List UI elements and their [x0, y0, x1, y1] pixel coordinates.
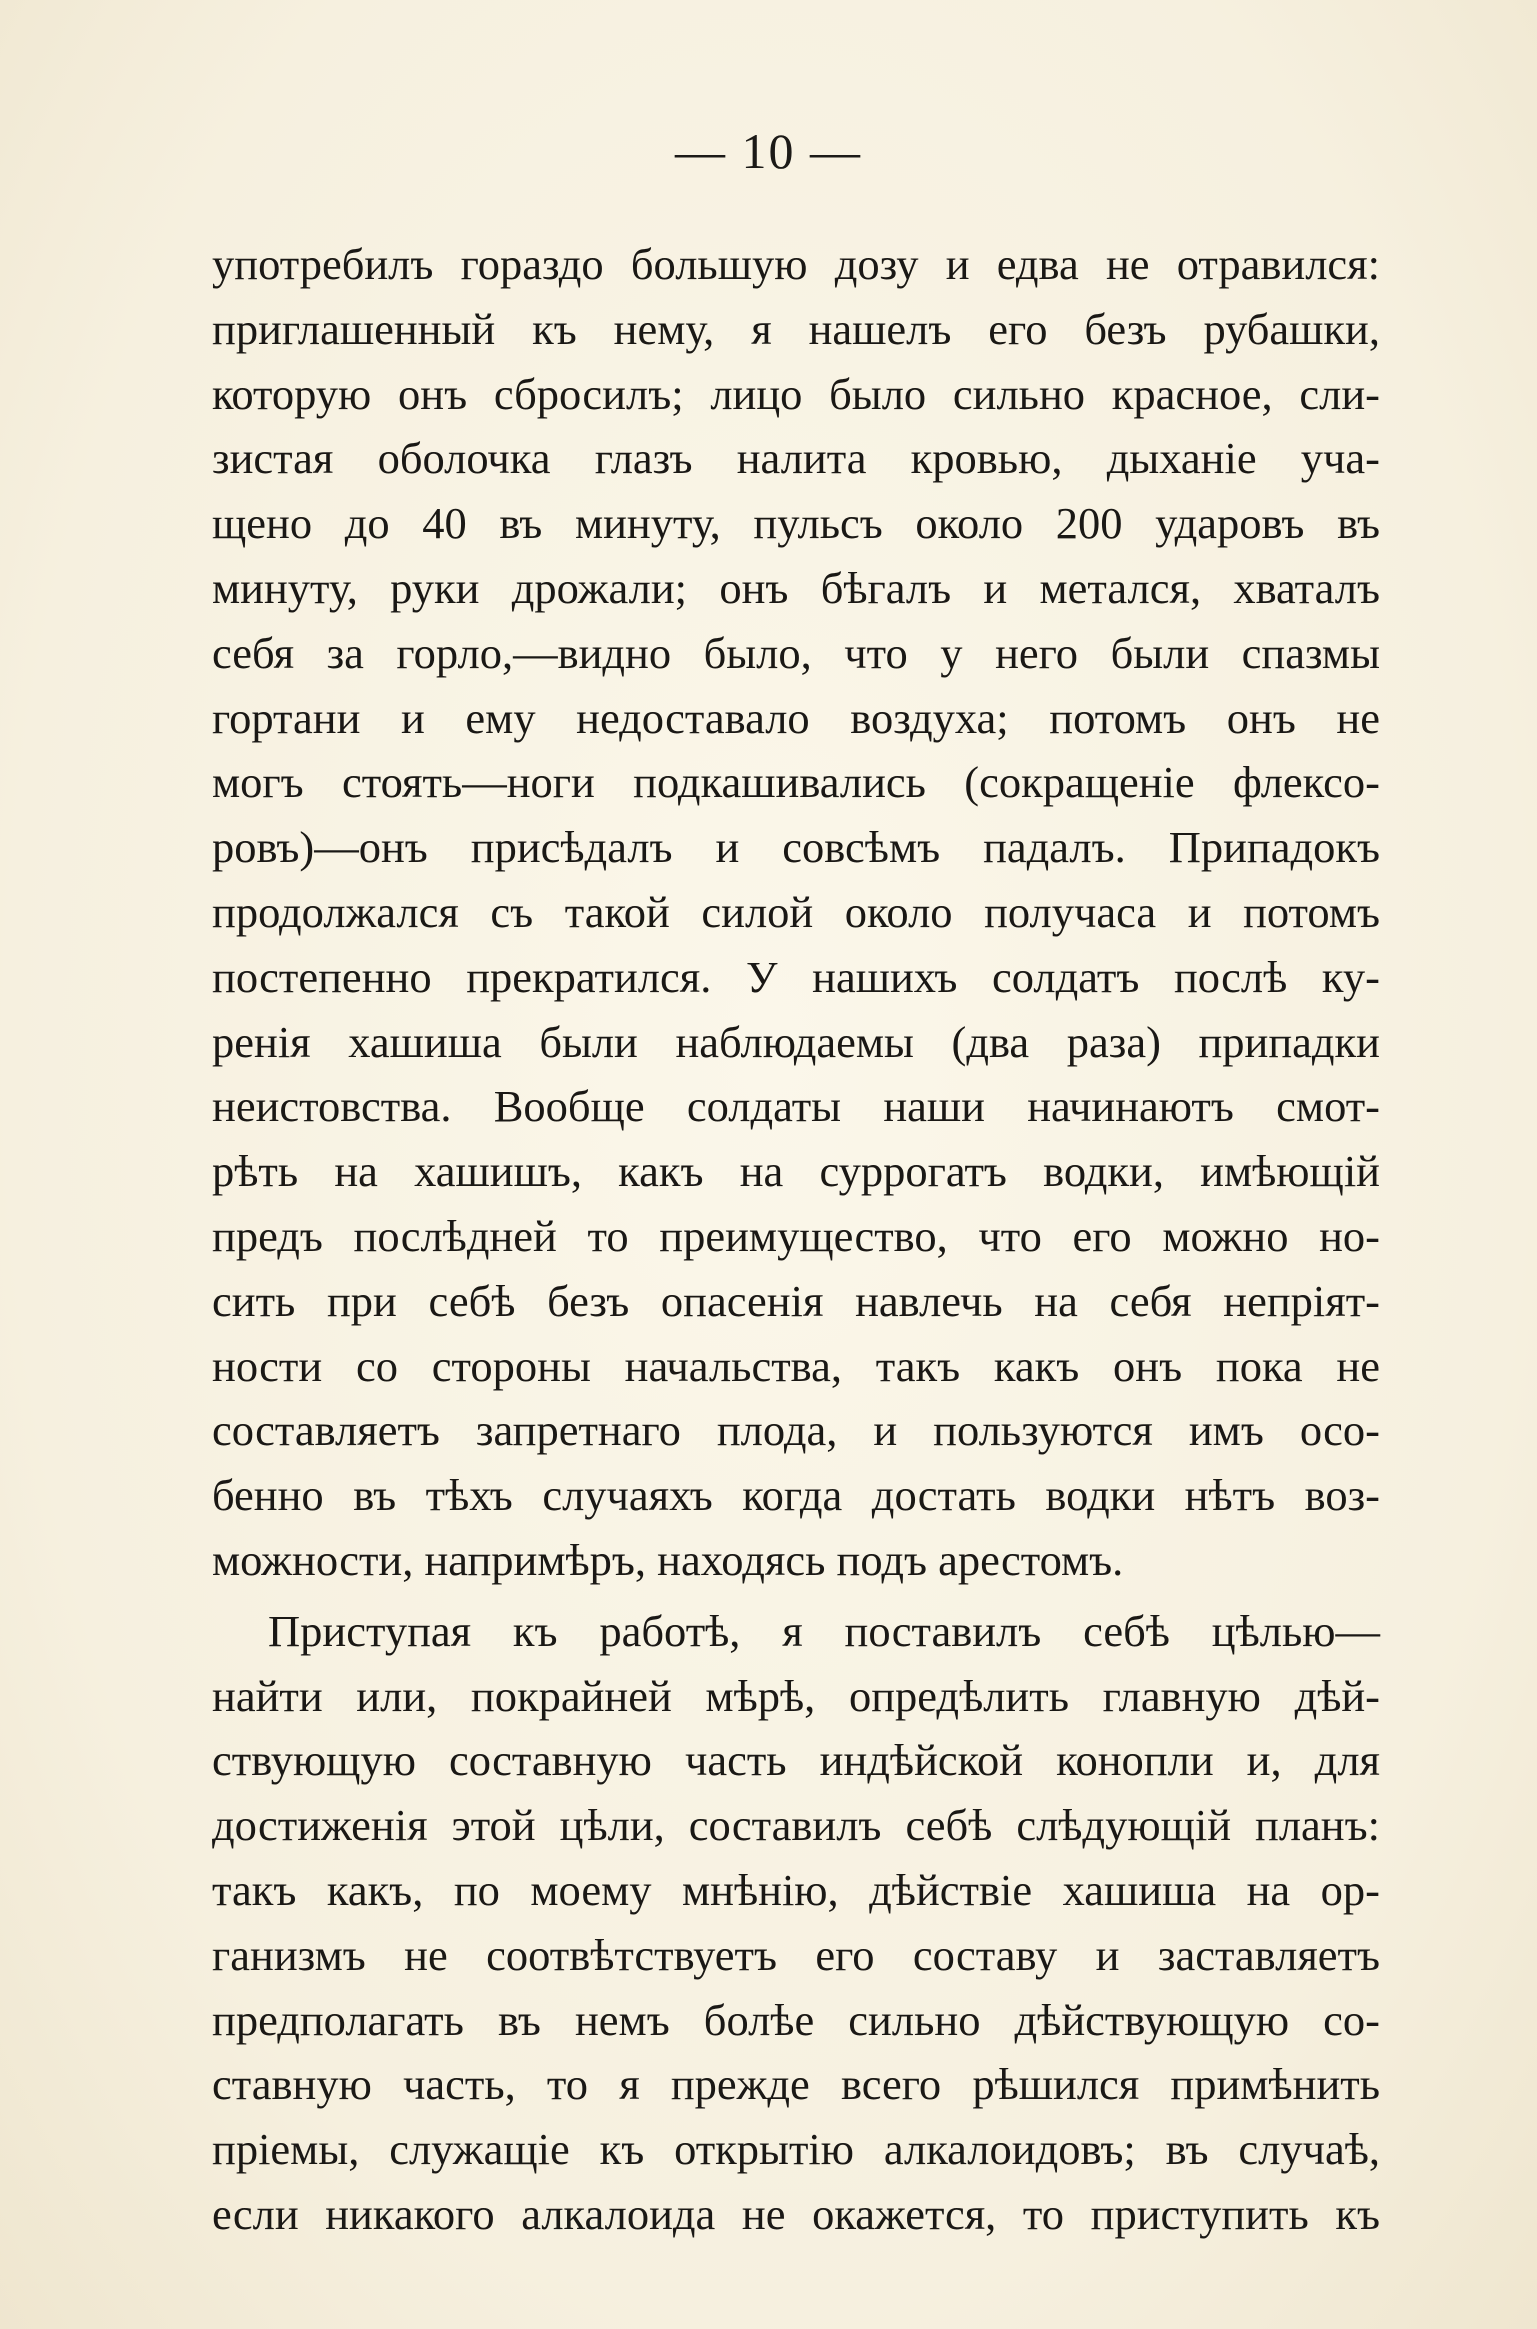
text-line: предъ послѣдней то преимущество, что его можно но- [212, 1210, 1380, 1261]
text-line: сить при себѣ безъ опасенія навлечь на себя непріят- [212, 1275, 1380, 1326]
text-line: себя за горло,—видно было, что у него были спазмы [212, 627, 1380, 678]
text-line: ности со стороны начальства, такъ какъ онъ пока не [212, 1340, 1380, 1391]
text-line: можности, напримѣръ, находясь подъ арестомъ. [212, 1534, 1124, 1585]
text-line: которую онъ сбросилъ; лицо было сильно красное, сли- [212, 368, 1380, 419]
text-line: ганизмъ не соотвѣтствуетъ его составу и заставляетъ [212, 1929, 1380, 1980]
text-line: ренія хашиша были наблюдаемы (два раза) припадки [212, 1016, 1380, 1067]
page-number: — 10 — [675, 123, 862, 179]
text-line: ровъ)—онъ присѣдалъ и совсѣмъ падалъ. Припадокъ [212, 822, 1380, 873]
text-line: минуту, руки дрожали; онъ бѣгалъ и метался, хваталъ [212, 562, 1380, 613]
text-line: употребилъ гораздо большую дозу и едва не отравился: [212, 239, 1380, 289]
text-line: такъ какъ, по моему мнѣнію, дѣйствіе хашиша на ор- [212, 1864, 1380, 1915]
text-line: неистовства. Вообще солдаты наши начинаютъ смот- [212, 1081, 1380, 1132]
text-line: Приступая къ работѣ, я поставилъ себѣ цѣлью— [268, 1605, 1380, 1656]
text-line: составляетъ запретнаго плода, и пользуются имъ осо- [212, 1405, 1380, 1456]
text-line: могъ стоять—ноги подкашивались (сокращеніе флексо- [212, 757, 1380, 808]
text-line: если никакого алкалоида не окажется, то приступить къ [212, 2188, 1380, 2239]
text-line: ставную часть, то я прежде всего рѣшился примѣнить [212, 2059, 1380, 2110]
paragraph-1 [212, 232, 1380, 1593]
text-line: ствующую составную часть индѣйской конопли и, для [212, 1735, 1380, 1786]
text-line: постепенно прекратился. У нашихъ солдатъ послѣ ку- [212, 951, 1380, 1002]
text-line: предполагать въ немъ болѣе сильно дѣйствующую со- [212, 1994, 1380, 2045]
body-text [212, 232, 1380, 2247]
text-line: пріемы, служащіе къ открытію алкалоидовъ; въ случаѣ, [212, 2124, 1380, 2175]
text-line: зистая оболочка глазъ налита кровью, дыханіе уча- [212, 433, 1380, 484]
text-line: найти или, покрайней мѣрѣ, опредѣлить главную дѣй- [212, 1670, 1380, 1721]
paragraph-2 [212, 1599, 1380, 2247]
text-line: приглашенный къ нему, я нашелъ его безъ рубашки, [212, 303, 1380, 354]
text-line: рѣть на хашишъ, какъ на суррогатъ водки, имѣющій [212, 1146, 1380, 1197]
text-line: гортани и ему недоставало воздуха; потомъ онъ не [212, 692, 1380, 743]
text-line: бенно въ тѣхъ случаяхъ когда достать водки нѣтъ воз- [212, 1470, 1380, 1521]
text-line: продолжался съ такой силой около получаса и потомъ [212, 886, 1380, 937]
text-line: щено до 40 въ минуту, пульсъ около 200 ударовъ въ [212, 498, 1380, 549]
text-line: достиженія этой цѣли, составилъ себѣ слѣдующій планъ: [212, 1800, 1380, 1851]
